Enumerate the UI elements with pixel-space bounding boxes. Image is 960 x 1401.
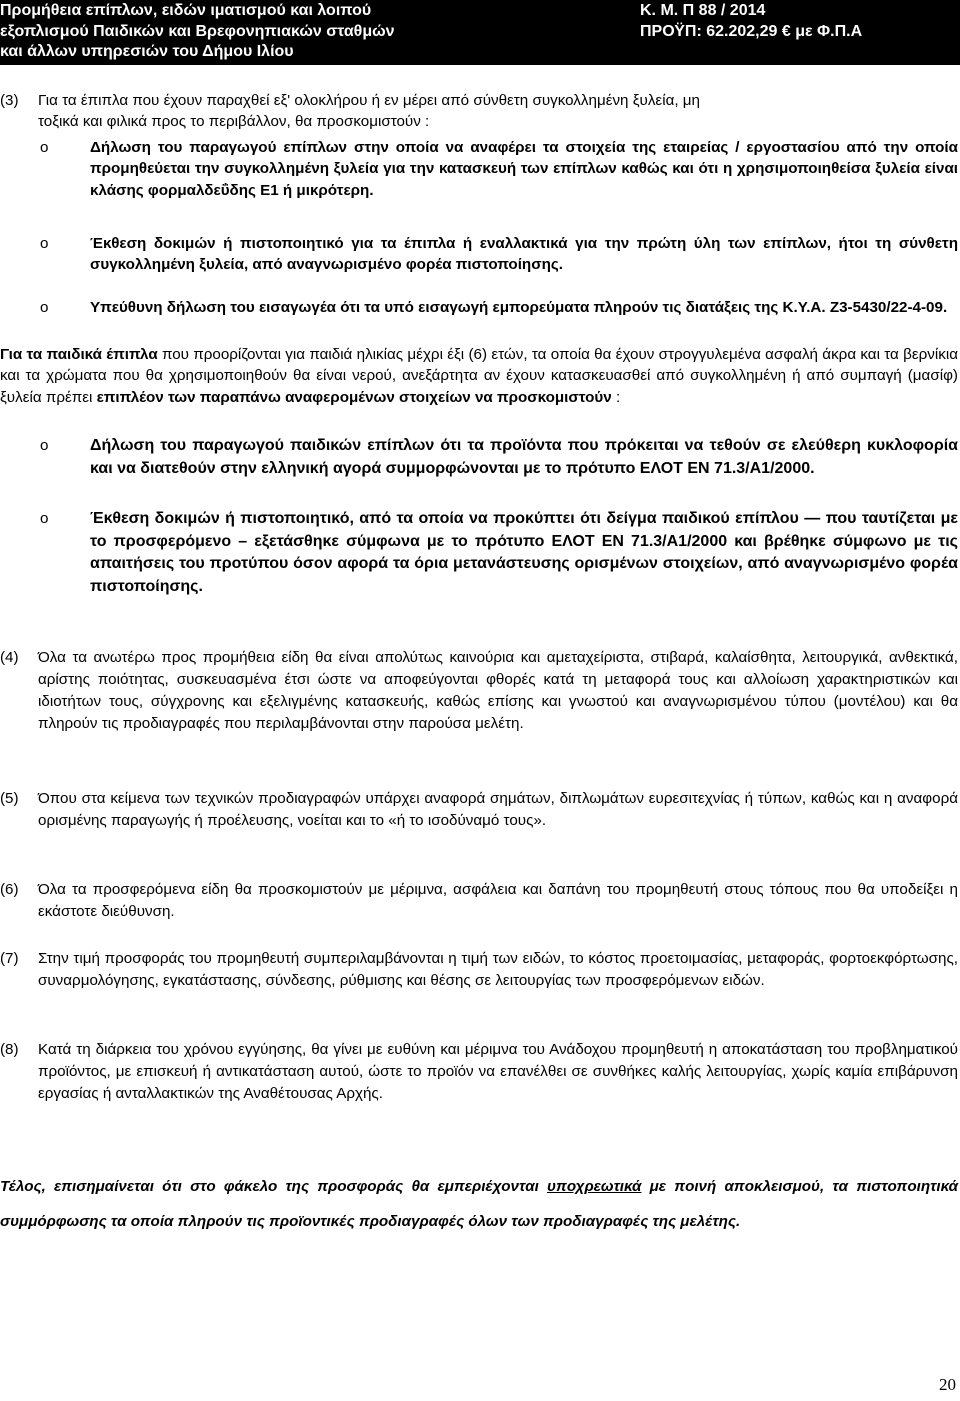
item-text: Κατά τη διάρκεια του χρόνου εγγύησης, θα γίνει με ευθύνη και μέριμνα του Ανάδοχου προμηθευτή η αποκατάσταση του προβληματικού προϊόντος, με επισκευή ή αντικατάσταση αυτού, ώστε το προϊόν να επανέλθει σε συνθήκες καλής λειτουργίας, χωρίς καμία επιβάρυνση εργασίας ή ανταλλακτικών της Αναθέτουσας Αρχής. — [38, 1041, 958, 1102]
bullet-marker: o — [40, 139, 49, 156]
list-item-text: Υπεύθυνη δήλωση του εισαγωγέα ότι τα υπό εισαγωγή εμπορεύματα πληρούν τις διατάξεις της Κ.Υ.Α. Ζ3-5430/22-4-09. — [90, 299, 948, 316]
item-text-line-2: τοξικά και φιλικά προς το περιβάλλον, θα προσκομιστούν : — [38, 113, 430, 131]
list-item-text: Δήλωση του παραγωγού επίπλων στην οποία να αναφέρει τα στοιχεία της εταιρείας / εργοστασίου από την οποία προμηθεύεται την συγκολλημένη ξυλεία για την κατασκευή των επίπλων καθώς και ότι η χρησιμοποιηθείσα ξυλεία είναι κλάσης φορμαλδεΰδης Ε1 ή μικρότερη. — [90, 139, 958, 199]
list-item-text: Δήλωση του παραγωγού παιδικών επίπλων ότι τα προϊόντα που πρόκειται να τεθούν σε ελεύθερη κυκλοφορία και να διατεθούν στην ελληνική αγορά συμμορφώνονται με το πρότυπο ΕΛΟΤ ΕΝ 71.3/Α1/2000. — [90, 437, 958, 477]
item-text: Όλα τα ανωτέρω προς προμήθεια είδη θα είναι απολύτως καινούρια και αμεταχείριστα, στιβαρά, καλαίσθητα, λειτουργικά, ανθεκτικά, αρίστης ποιότητας, συσκευασμένα έτσι ώστε να αποφεύγονται φθορές κατά τη μεταφορά τους και αλλοίωση χαρακτηριστικών και ιδιοτήτων τους, σύγχρονης και εξελιγμένης κατασκευής, καθώς επίσης και γνωστού και αναγνωρισμένου τύπου (μοντέλου) και θα πληρούν τις προδιαγραφές που περιλαμβάνονται στην παρούσα μελέτη. — [38, 649, 958, 732]
bullet-marker: o — [40, 437, 49, 454]
list-item-text: Έκθεση δοκιμών ή πιστοποιητικό, από τα οποία να προκύπτει ότι δείγμα παιδικού επίπλου — που ταυτίζεται με το προσφερόμενο – εξετάσθηκε σύμφωνα με το πρότυπο ΕΛΟΤ ΕΝ 71.3/Α1/2000 και βρέθηκε σύμφωνο με τις απαιτήσεις του προτύπου όσον αφορά τα όρια μετανάστευσης ορισμένων στοιχείων, από αναγνωρισμένο φορέα πιστοποίησης. — [90, 510, 958, 595]
item-number: (6) — [0, 881, 19, 898]
children-furniture-paragraph — [0, 344, 958, 408]
item-number: (4) — [0, 649, 19, 666]
closing-note-part-1: Τέλος, επισημαίνεται ότι στο φάκελο της προσφοράς θα εμπεριέχονται — [0, 1178, 548, 1195]
numbered-item-3 — [0, 90, 958, 133]
header-budget: ΠΡΟΫΠ: 62.202,29 € με Φ.Π.Α — [640, 22, 863, 40]
bullet-marker: o — [40, 235, 49, 252]
page-number: 20 — [939, 1375, 956, 1394]
numbered-item-4 — [0, 647, 958, 735]
paragraph-body: που προορίζονται για παιδιά ηλικίας μέχρι έξι (6) ετών, τα οποία θα έχουν στρογγυλεμένα ασφαλή άκρα και τα βερνίκια και τα χρώματα που θα χρησιμοποιηθούν θα είναι νερού, ανεξάρτητα αν έχουν κατασκευασθεί από συγκολλημένη ή από συμπαγή (μασίφ) ξυλεία πρέπει — [0, 346, 958, 406]
header-title-block — [0, 1, 395, 63]
numbered-item-6 — [0, 879, 958, 923]
header-reference-code: Κ. Μ. Π 88 / 2014 — [640, 2, 766, 19]
paragraph-emphasis: επιπλέον των παραπάνω αναφερομένων στοιχείων να προσκομιστούν — [96, 388, 612, 406]
item-text: Στην τιμή προσφοράς του προμηθευτή συμπεριλαμβάνονται η τιμή των ειδών, το κόστος προετοιμασίας, μεταφοράς, φορτοεκφόρτωσης, συναρμολόγησης, εγκατάστασης, σύνδεσης, ρύθμισης και θέσης σε λειτουργίας των προσφερόμενων ειδών. — [38, 950, 958, 989]
paragraph-lead: Για τα παιδικά έπιπλα — [0, 346, 158, 363]
item-text: Όλα τα προσφερόμενα είδη θα προσκομιστούν με μέριμνα, ασφάλεια και δαπάνη του προμηθευτή στους τόπους που θα υποδείξει η εκάστοτε διεύθυνση. — [38, 881, 958, 920]
header-title-line-2: εξοπλισμού Παιδικών και Βρεφονηπιακών σταθμών — [0, 22, 395, 40]
item-number: (3) — [0, 92, 19, 109]
item-text: Όπου στα κείμενα των τεχνικών προδιαγραφών υπάρχει αναφορά σημάτων, διπλωμάτων ευρεσιτεχνίας ή τύπων, καθώς και η αναφορά ορισμένης παραγωγής ή προέλευσης, νοείται και το «ή το ισοδύναμό τους». — [38, 790, 958, 829]
item-number: (7) — [0, 950, 19, 967]
item-number: (5) — [0, 790, 19, 807]
header-title-line-1: Προμήθεια επίπλων, ειδών ιματισμού και λοιπού — [0, 2, 372, 19]
item-text-line-1: Για τα έπιπλα που έχουν παραχθεί εξ' ολοκλήρου ή εν μέρει από σύνθετη συγκολλημένη ξυλεία, μη — [38, 92, 700, 109]
list-item — [0, 508, 958, 598]
bullet-marker: o — [40, 299, 49, 316]
header-reference-block — [640, 1, 862, 42]
closing-note — [0, 1170, 958, 1239]
bullet-marker: o — [40, 510, 49, 527]
item-number: (8) — [0, 1041, 19, 1058]
numbered-item-7 — [0, 948, 958, 992]
list-item — [0, 297, 958, 318]
page-header — [0, 0, 960, 65]
list-item — [0, 233, 958, 276]
closing-note-underlined: υποχρεωτικά — [547, 1178, 642, 1195]
numbered-item-5 — [0, 788, 958, 832]
list-item — [0, 137, 958, 201]
numbered-item-8 — [0, 1039, 958, 1105]
list-item-text: Έκθεση δοκιμών ή πιστοποιητικό για τα έπιπλα ή εναλλακτικά για την πρώτη ύλη των επίπλων, ήτοι τη σύνθετη συγκολλημένη ξυλεία, από αναγνωρισμένο φορέα πιστοποίησης. — [90, 235, 958, 274]
closing-note-part-2: με ποινή αποκλεισμού, τα πιστοποιητικά συμμόρφωσης τα οποία πληρούν τις προϊοντικές προδιαγραφές όλων των προδιαγραφές της μελέτης. — [0, 1178, 959, 1230]
list-item — [0, 435, 958, 480]
paragraph-end: : — [611, 388, 621, 406]
header-title-line-3: και άλλων υπηρεσιών του Δήμου Ιλίου — [0, 43, 294, 60]
